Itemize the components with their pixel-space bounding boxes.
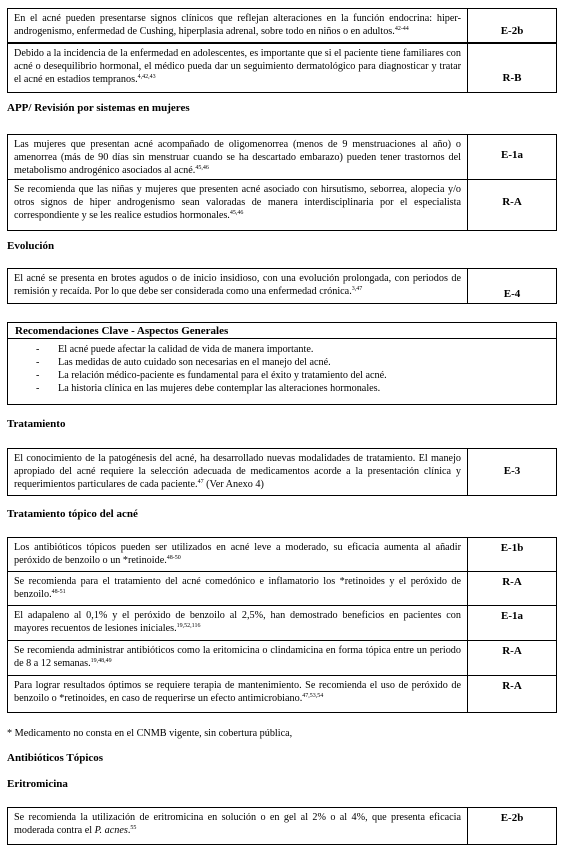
citation: 42-44 <box>394 26 409 32</box>
list-item: - La relación médico-paciente es fundamental para el éxito y tratamiento del acné. <box>36 370 387 381</box>
evidence-block-eritromicina: Se recomienda la utilización de eritromicina en solución o en gel al 2% o al 4%, que presenta eficacia moderada contra el P. acnes.$^{55}$ E-2b <box>7 807 557 845</box>
evidence-level: E-2b <box>467 9 556 42</box>
section-heading-evolucion: Evolución <box>7 240 55 252</box>
block-text: Debido a la incidencia de la enfermedad en adolescentes, es importante que si el paciente tiene familiares con acné o desequilibrio hormonal, el médico pueda dar un seguimiento dermatológico para diagnosticar y tratar el acné en estadios tempranos.$^{4,42,43}$ <box>14 48 461 85</box>
citation: 47 <box>197 479 204 485</box>
section-heading-topico: Tratamiento tópico del acné <box>7 508 138 520</box>
evidence-block-endocrine <box>7 8 557 43</box>
table-row: Los antibióticos tópicos pueden ser utilizados en acné leve a moderado, su eficacia aumenta al añadir peróxido de benzoilo o un *retinoide.$^{48-50}$ E-1b <box>8 538 556 572</box>
table-row: Para lograr resultados óptimos se requiere terapia de mantenimiento. Se recomienda el uso de peróxido de benzoilo o *retinoides, en caso de requerirse un efecto antimicrobiano.$^{47,53,54}$ R-A <box>8 676 556 712</box>
citation: 3,47 <box>351 286 363 292</box>
table-row: Las mujeres que presentan acné acompañado de oligomenorrea (menos de 9 menstruaciones al año) o amenorrea (más de 90 días sin menstruar cuando se ha descartado embarazo) pueden tener trastornos del metabolismo androgénico asociados al acné.$^{45,46}$ E-1a <box>8 135 556 180</box>
section-heading-tratamiento: Tratamiento <box>7 418 66 430</box>
topical-treatment-table <box>7 537 557 713</box>
key-recommendations-box <box>7 322 557 405</box>
citation: 55 <box>130 825 137 831</box>
recommendation-block-adolescents <box>7 43 557 93</box>
citation: 48-50 <box>166 555 181 561</box>
block-text: En el acné pueden presentarse signos clínicos que reflejan alteraciones en la función endocrina: hiper-androgenismo, enfermedad de Cushing, hiperplasia adrenal, sobre todo en niños o en adultos.$^{42-44}$ <box>14 13 461 37</box>
footnote: * Medicamento no consta en el CNMB vigente, sin cobertura pública, <box>7 728 293 739</box>
citation: 45,46 <box>195 165 209 171</box>
list-item: - La historia clínica en las mujeres debe contemplar las alteraciones hormonales. <box>36 383 381 394</box>
section-heading-app: APP/ Revisión por sistemas en mujeres <box>7 102 190 114</box>
list-item: - El acné puede afectar la calidad de vida de manera importante. <box>36 344 314 355</box>
key-recommendations-list <box>8 339 556 397</box>
citation: 19,48,49 <box>90 658 112 664</box>
section-heading-antibioticos: Antibióticos Tópicos <box>7 752 104 764</box>
citation: 4,42,43 <box>137 74 156 80</box>
citation: 48-51 <box>51 589 66 595</box>
citation: 47,53,54 <box>302 693 324 699</box>
recommendation-level: R-B <box>467 44 556 92</box>
key-recommendations-title: Recomendaciones Clave - Aspectos Generales <box>8 323 556 339</box>
table-row: Se recomienda para el tratamiento del acné comedónico e inflamatorio los *retinoides y el peróxido de benzoilo.$^{48-51}$ R-A <box>8 572 556 606</box>
table-row: Se recomienda administrar antibióticos como la eritomicina o clindamicina en forma tópica entre un periodo de 8 a 12 semanas.$^{19,48,49}$ R-A <box>8 641 556 676</box>
table-row: El adapaleno al 0,1% y el peróxido de benzoilo al 2,5%, han demostrado beneficios en pacientes con mayores recuentos de lesiones iniciales.$^{19,52,116}$ E-1a <box>8 606 556 641</box>
citation: 45,46 <box>229 210 244 216</box>
evidence-block-tratamiento: El conocimiento de la patogénesis del acné, ha desarrollado nuevas modalidades de tratamiento. El manejo apropiado del acné requiere la selección adecuada de medicamentos acorde a la presentación clínica y requerimientos particulares de cada paciente.$^{47}$ (Ver Anexo 4) E-3 <box>7 448 557 496</box>
app-table <box>7 134 557 231</box>
list-item: - Las medidas de auto cuidado son necesarias en el manejo del acné. <box>36 357 331 368</box>
evidence-block-evolucion: El acné se presenta en brotes agudos o de inicio insidioso, con una evolución prolongada, con periodos de remisión y recaída. Por lo que debe ser considerada como una enfermedad crónica.$^{3,47}$ E-4 <box>7 268 557 304</box>
citation: 19,52,116 <box>176 623 201 629</box>
table-row: Se recomienda que las niñas y mujeres que presenten acné asociado con hirsutismo, seborrea, alopecia y/o otros signos de hiper androgenismo sean valoradas de manera interdisciplinaria por el especialista correspondiente y se les realice estudios hormonales.$^{45,46}$ R-A <box>8 180 556 230</box>
section-heading-eritromicina: Eritromicina <box>7 778 68 790</box>
